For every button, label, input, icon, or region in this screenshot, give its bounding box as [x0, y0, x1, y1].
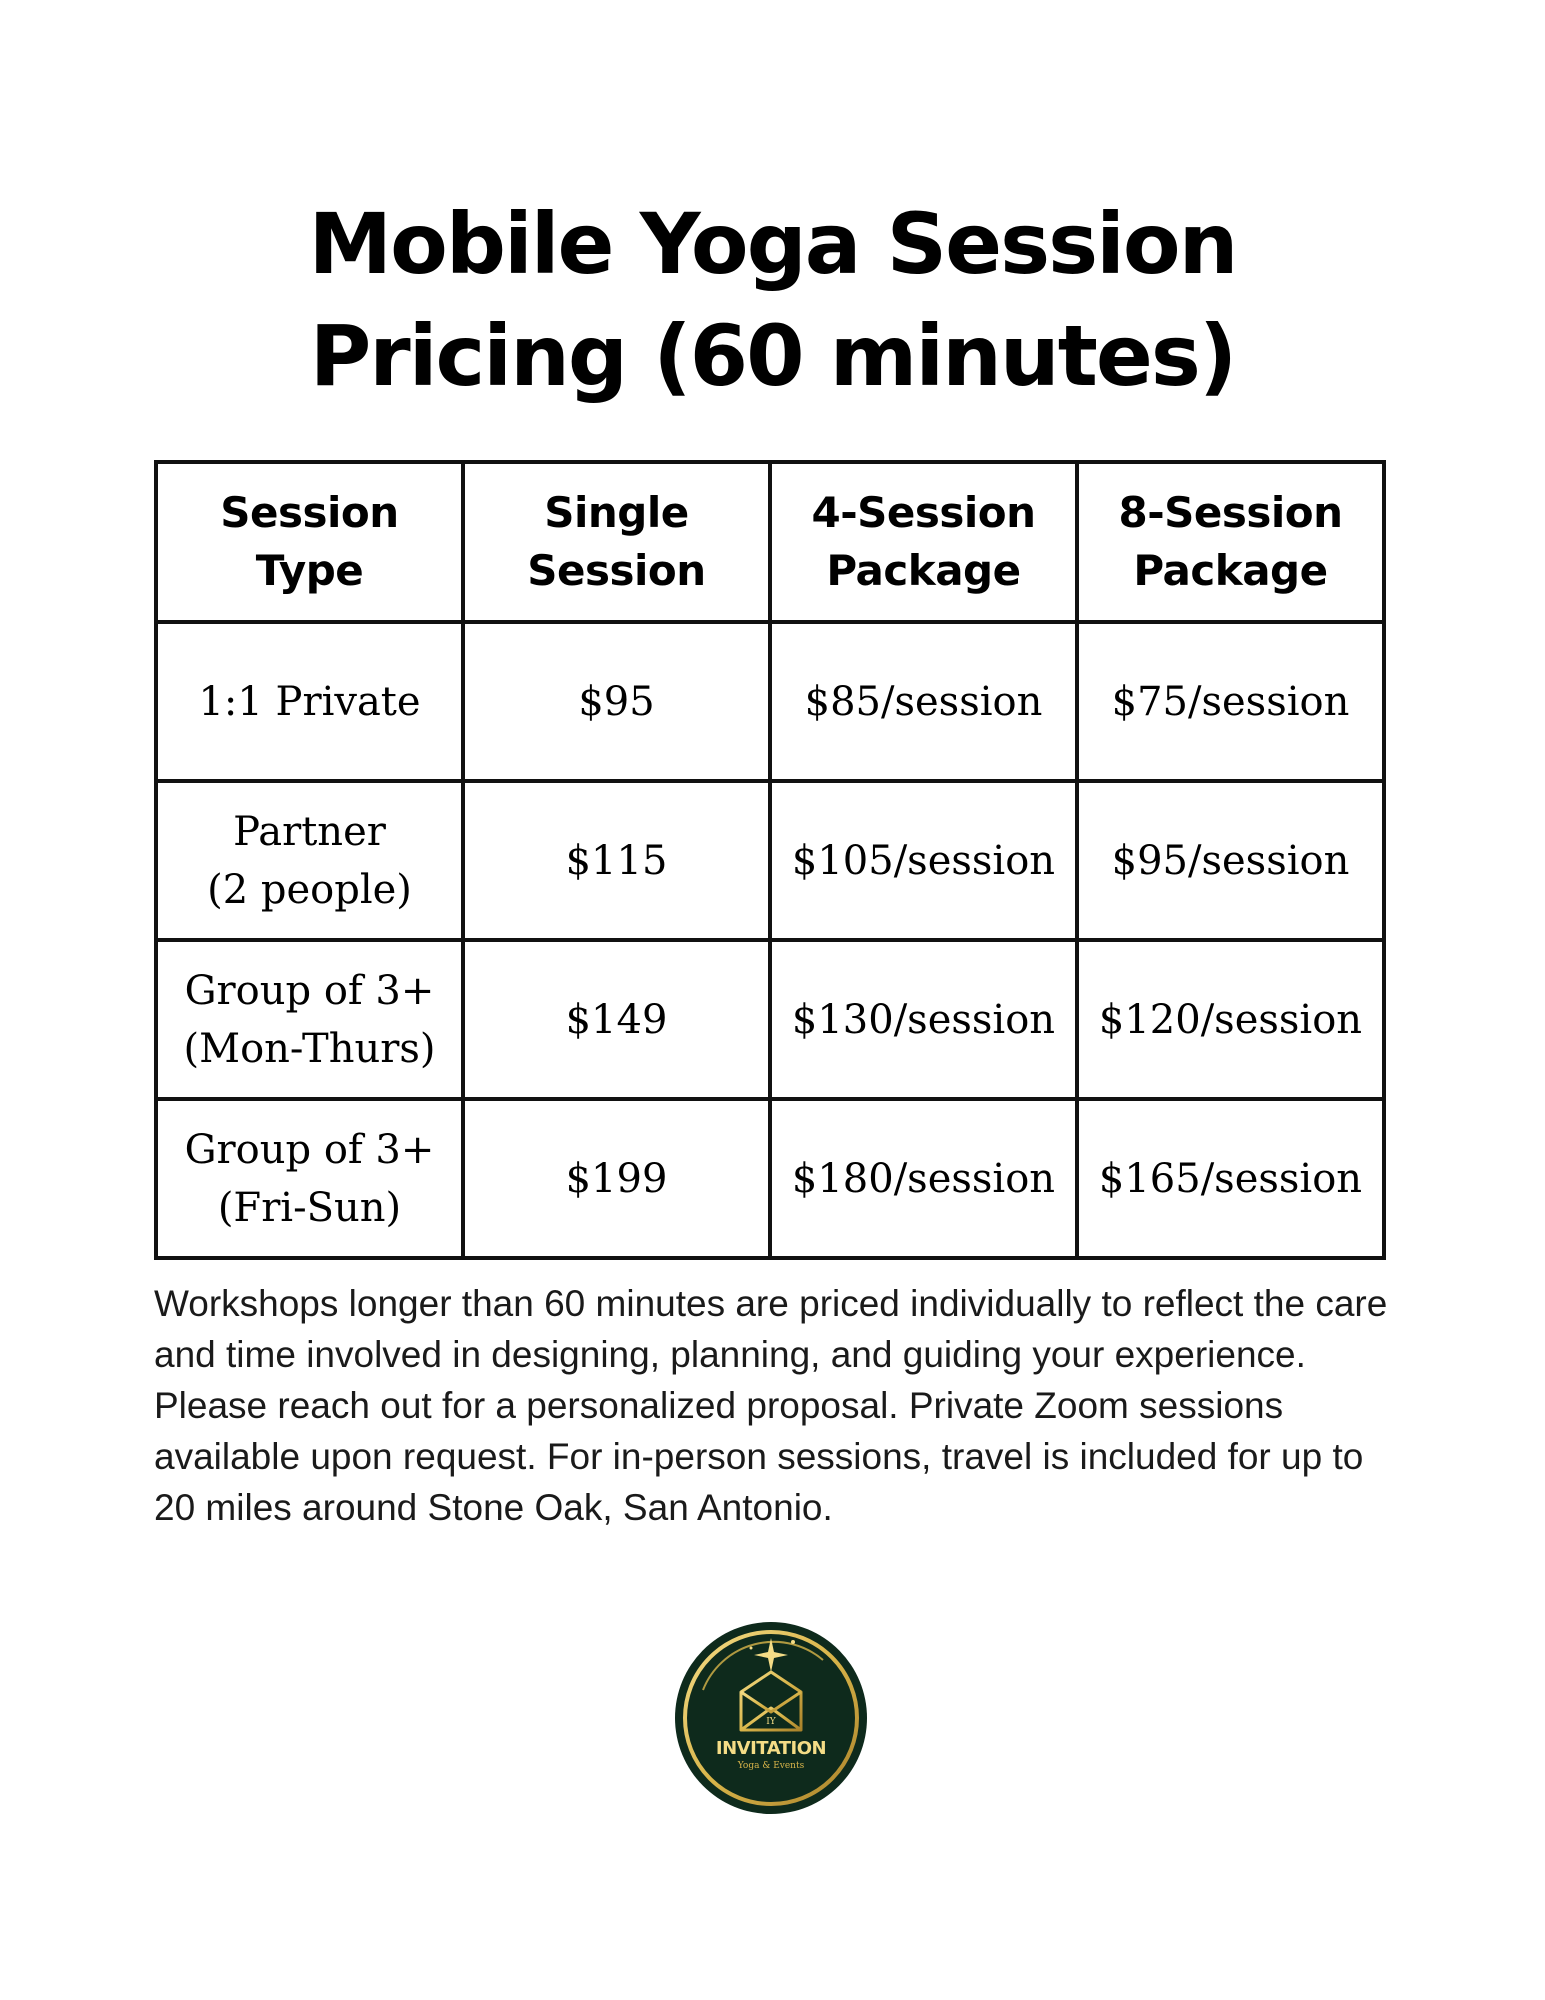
session-type-label: Group of 3+: [184, 967, 435, 1014]
page-title-line-1: Mobile Yoga Session: [308, 195, 1237, 293]
table-row: [156, 622, 1384, 781]
pricing-table: [154, 460, 1386, 1260]
session-type-detail: (Mon-Thurs): [183, 1025, 436, 1072]
four-session-price: $180/session: [770, 1099, 1077, 1258]
single-session-price: $149: [463, 940, 770, 1099]
single-session-price: $115: [463, 781, 770, 940]
session-type-label: Partner: [233, 808, 386, 855]
logo-name: INVITATION: [715, 1738, 827, 1759]
header-session-type: [156, 462, 463, 622]
single-session-price: $95: [463, 622, 770, 781]
session-type-label: 1:1 Private: [198, 678, 421, 725]
table-row: [156, 1099, 1384, 1258]
four-session-price: $85/session: [770, 622, 1077, 781]
session-type-detail: (2 people): [207, 866, 412, 913]
header-label: 8-Session: [1118, 488, 1343, 537]
header-label: Package: [1133, 546, 1328, 595]
header-label: Session: [527, 546, 706, 595]
eight-session-price: $120/session: [1077, 940, 1384, 1099]
four-session-price: $105/session: [770, 781, 1077, 940]
four-session-price: $130/session: [770, 940, 1077, 1099]
header-label: Single: [544, 488, 689, 537]
header-label: Package: [826, 546, 1021, 595]
logo-tagline: Yoga & Events: [737, 1761, 805, 1771]
header-4-session-package: [770, 462, 1077, 622]
session-type-label: Group of 3+: [184, 1126, 435, 1173]
header-label: Session Type: [220, 488, 399, 595]
logo-monogram: IY: [766, 1717, 776, 1727]
table-header-row: [156, 462, 1384, 622]
session-type-detail: (Fri-Sun): [217, 1184, 402, 1231]
session-type-cell: [156, 1099, 463, 1258]
session-type-cell: [156, 940, 463, 1099]
header-label: 4-Session: [811, 488, 1036, 537]
table-row: [156, 781, 1384, 940]
eight-session-price: $95/session: [1077, 781, 1384, 940]
page-title-line-2: Pricing (60 minutes): [309, 307, 1236, 405]
session-type-cell: [156, 622, 463, 781]
pricing-footnote: Workshops longer than 60 minutes are priced individually to reflect the care and time involved in designing, planning, and guiding your experience. Please reach out for a personalized proposal. Private Zoom sessions available upon request. For in-person sessions, travel is included for up to 20 miles around Stone Oak, San Antonio.: [154, 1283, 1388, 1528]
session-type-cell: [156, 781, 463, 940]
table-row: [156, 940, 1384, 1099]
header-single-session: [463, 462, 770, 622]
single-session-price: $199: [463, 1099, 770, 1258]
page-title: [0, 188, 1545, 412]
eight-session-price: $165/session: [1077, 1099, 1384, 1258]
eight-session-price: $75/session: [1077, 622, 1384, 781]
header-8-session-package: [1077, 462, 1384, 622]
invitation-logo: [673, 1620, 869, 1816]
